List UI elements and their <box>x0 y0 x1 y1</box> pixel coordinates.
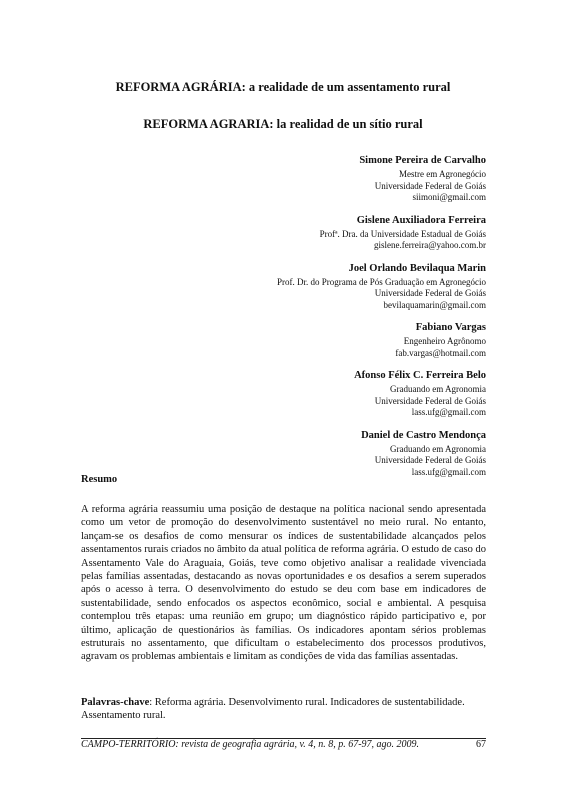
keywords-label: Palavras-chave <box>81 697 150 708</box>
author-name: Gislene Auxiliadora Ferreira <box>356 214 486 226</box>
footer-citation: CAMPO-TERRITÓRIO: revista de geografia agrária, v. 4, n. 8, p. 67-97, ago. 2009. <box>81 739 420 750</box>
abstract-heading: Resumo <box>81 474 118 485</box>
page-number: 67 <box>476 739 486 750</box>
author-affiliation: Universidade Federal de Goiás <box>374 455 486 465</box>
author-name: Afonso Félix C. Ferreira Belo <box>354 370 486 381</box>
author-block <box>166 320 486 359</box>
author-email: gislene.ferreira@yahoo.com.br <box>374 240 486 250</box>
author-email: bevilaquamarin@gmail.com <box>383 299 486 310</box>
title-portuguese: REFORMA AGRÁRIA: a realidade de um assentamento rural <box>115 80 451 94</box>
author-block <box>166 261 486 312</box>
author-title: Prof. Dr. do Programa de Pós Graduação em Agronegócio <box>277 276 486 287</box>
author-block <box>166 213 486 252</box>
author-name: Simone Pereira de Carvalho <box>359 155 486 166</box>
author-email: lass.ufg@gmail.com <box>411 407 486 417</box>
author-title: Graduando em Agronomia <box>390 443 486 454</box>
author-name: Joel Orlando Bevilaqua Marin <box>348 262 486 274</box>
author-affiliation: Profª. Dra. da Universidade Estadual de Goiás <box>319 228 486 239</box>
author-block <box>166 428 486 479</box>
author-affiliation: Universidade Federal de Goiás <box>374 180 486 191</box>
author-block <box>166 153 486 204</box>
title-spanish: REFORMA AGRARIA: la realidad de un sítio rural <box>143 117 423 131</box>
author-email: siimoni@gmail.com <box>412 192 486 202</box>
author-email: lass.ufg@gmail.com <box>411 466 486 477</box>
author-name: Fabiano Vargas <box>415 322 486 333</box>
author-affiliation: Universidade Federal de Goiás <box>374 395 486 406</box>
author-block <box>166 368 486 419</box>
author-title: Graduando em Agronomia <box>390 384 486 394</box>
abstract-text: A reforma agrária reassumiu uma posição de destaque na política nacional sendo apresentada como um vetor de promoção do desenvolvimento sustentável no meio rural. No entanto, lançam-se os desafios de como mensurar os índices de sustentabilidade alcançados pelos assentamentos rurais criados no âmbito da atual política de reforma agrária. O estudo de caso do Assentamento Vale do Araguaia, Goiás, teve como objetivo analisar a realidade vivenciada pelas famílias assentadas, destacando as novas oportunidades e os desafios a serem superados após o acesso à terra. O desenvolvimento do estudo se deu com base em indicadores de sustentabilidade, sendo enfocados os aspectos econômico, social e ambiental. A pesquisa contemplou três etapas: uma reunião em grupo; um diagnóstico rápido participativo e, por último, aplicação de questionários às famílias. Os indicadores apontam sérios problemas estruturais no assentamento, que dificultam o estabelecimento dos processos produtivos, agravam os problemas ambientais e limitam as condições de vida das famílias assentadas. <box>81 504 486 663</box>
author-name: Daniel de Castro Mendonça <box>361 429 486 441</box>
author-title: Mestre em Agronegócio <box>399 169 486 179</box>
keywords-text: : Reforma agrária. Desenvolvimento rural. Indicadores de sustentabilidade. Assentamento rural. <box>81 697 465 722</box>
author-email: fab.vargas@hotmail.com <box>395 347 486 358</box>
author-affiliation: Universidade Federal de Goiás <box>374 288 486 298</box>
author-title: Engenheiro Agrônomo <box>403 336 486 346</box>
author-list <box>166 153 486 487</box>
keywords <box>81 696 486 723</box>
